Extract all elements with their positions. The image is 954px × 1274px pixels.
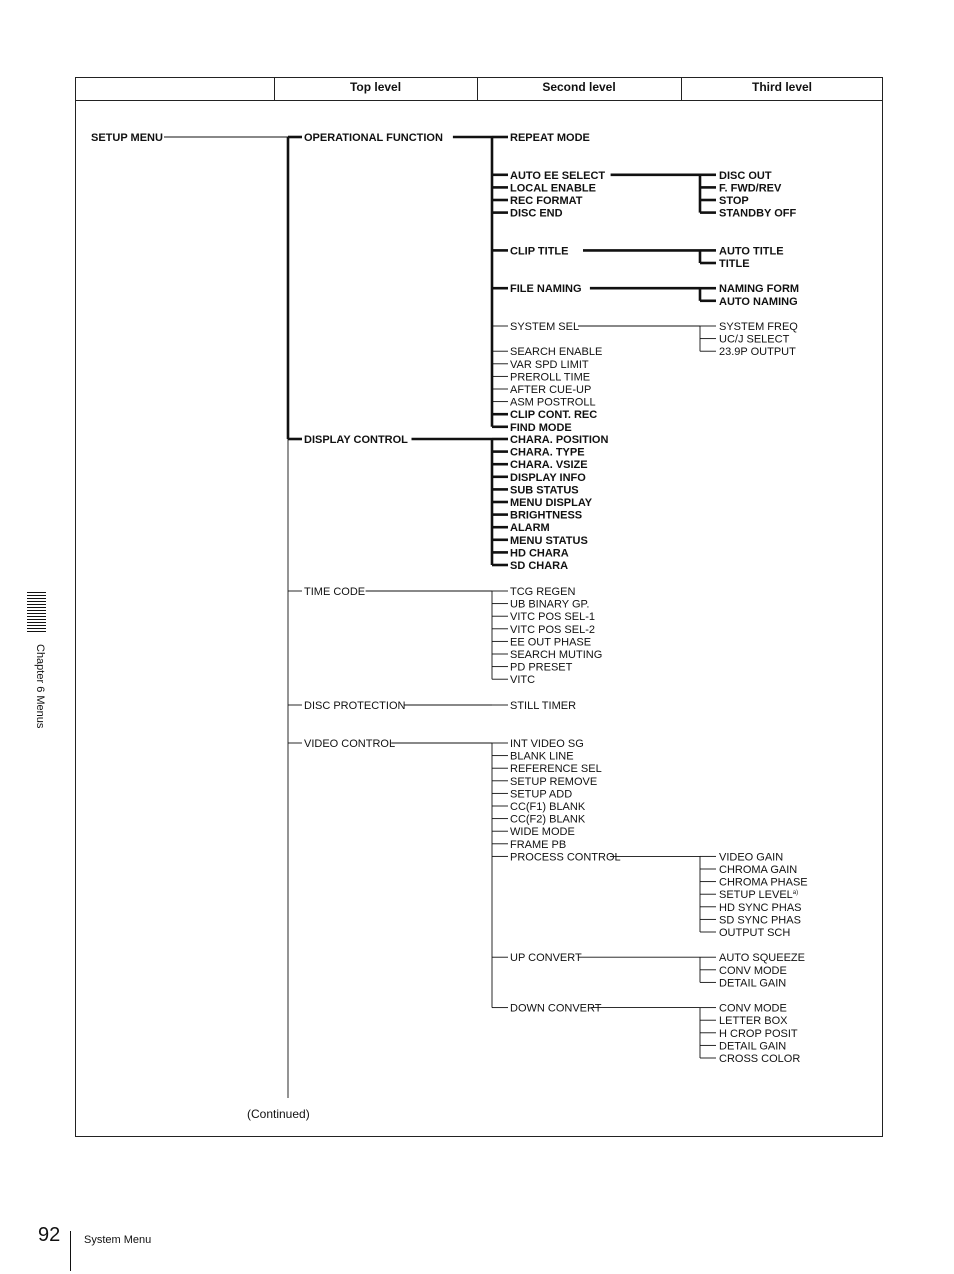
continued-note: (Continued)	[247, 1107, 310, 1121]
second-level-item: PREROLL TIME	[510, 371, 591, 384]
third-level-item: VIDEO GAIN	[719, 851, 784, 864]
third-level-item: AUTO NAMING	[719, 295, 798, 308]
third-level-item: CHROMA GAIN	[719, 864, 798, 876]
second-level-item: PD PRESET	[510, 661, 573, 674]
second-level-item: STILL TIMER	[510, 700, 577, 712]
second-level-item: CC(F1) BLANK	[510, 801, 586, 813]
second-level-item: VAR SPD LIMIT	[510, 358, 589, 371]
second-level-item: FRAME PB	[510, 838, 567, 851]
second-level-item: EE OUT PHASE	[510, 636, 592, 649]
second-level-item: DISPLAY INFO	[510, 471, 586, 484]
second-level-item: REFERENCE SEL	[510, 763, 602, 776]
second-level-item: CLIP CONT. REC	[510, 409, 598, 422]
second-level-item: AUTO EE SELECT	[510, 169, 606, 182]
second-level-item: SEARCH ENABLE	[510, 346, 603, 359]
top-level-item: DISC PROTECTION	[304, 700, 406, 712]
second-level-item: SEARCH MUTING	[510, 649, 603, 661]
second-level-item: LOCAL ENABLE	[510, 182, 596, 195]
header-top-level: Top level	[349, 80, 402, 94]
third-level-item: DETAIL GAIN	[719, 1040, 787, 1053]
third-level-item: F. FWD/REV	[719, 182, 782, 195]
second-level-item: MENU STATUS	[510, 534, 588, 547]
second-level-item: FILE NAMING	[510, 283, 582, 296]
second-level-item: CLIP TITLE	[510, 245, 569, 258]
footer-divider	[70, 1231, 71, 1271]
third-level-item: NAMING FORM	[719, 283, 800, 296]
second-level-item: PROCESS CONTROL	[510, 851, 621, 864]
header-second-level: Second level	[542, 80, 616, 94]
second-level-item: CC(F2) BLANK	[510, 813, 586, 826]
third-level-item: DISC OUT	[719, 169, 772, 182]
second-level-item: WIDE MODE	[510, 826, 575, 839]
third-level-item: CONV MODE	[719, 964, 787, 977]
second-level-item: INT VIDEO SG	[510, 738, 584, 750]
top-level-item: VIDEO CONTROL	[304, 738, 396, 750]
second-level-item: VITC POS SEL-1	[510, 611, 595, 624]
third-level-item: SD SYNC PHAS	[719, 914, 801, 927]
second-level-item: ASM POSTROLL	[510, 396, 596, 409]
third-level-item: DETAIL GAIN	[719, 977, 787, 990]
second-level-item: CHARA. VSIZE	[510, 459, 588, 472]
chapter-tab-marker	[27, 592, 46, 634]
second-level-item: SYSTEM SEL	[510, 321, 580, 333]
second-level-item: SETUP ADD	[510, 788, 573, 801]
third-level-item: HD SYNC PHAS	[719, 901, 802, 914]
footnote-marker: a)	[792, 890, 799, 897]
third-level-item: SYSTEM FREQ	[719, 321, 798, 333]
second-level-item: DISC END	[510, 207, 563, 220]
second-level-item: CHARA. TYPE	[510, 446, 585, 459]
root-menu-label: SETUP MENU	[91, 132, 163, 144]
third-level-item: AUTO SQUEEZE	[719, 952, 805, 965]
second-level-item: HD CHARA	[510, 547, 569, 560]
second-level-item: UP CONVERT	[510, 952, 582, 965]
second-level-item: FIND MODE	[510, 421, 572, 434]
second-level-item: SUB STATUS	[510, 484, 579, 497]
second-level-item: SETUP REMOVE	[510, 775, 598, 788]
third-level-item: STANDBY OFF	[719, 207, 797, 220]
third-level-item: OUTPUT SCH	[719, 927, 791, 939]
second-level-item: CHARA. POSITION	[510, 434, 609, 446]
second-level-item: VITC POS SEL-2	[510, 623, 595, 636]
page-number: 92	[38, 1224, 61, 1246]
second-level-item: BRIGHTNESS	[510, 509, 583, 522]
top-level-item: DISPLAY CONTROL	[304, 434, 408, 446]
chapter-side-label: Chapter 6 Menus	[34, 644, 46, 729]
third-level-item: TITLE	[719, 258, 750, 270]
second-level-item: MENU DISPLAY	[510, 497, 593, 509]
second-level-item: AFTER CUE-UP	[510, 384, 592, 396]
second-level-item: TCG REGEN	[510, 586, 576, 598]
second-level-item: VITC	[510, 674, 536, 687]
second-level-item: BLANK LINE	[510, 750, 574, 763]
third-level-item: CHROMA PHASE	[719, 876, 808, 889]
second-level-item: DOWN CONVERT	[510, 1002, 602, 1015]
third-level-item: H CROP POSIT	[719, 1027, 798, 1040]
third-level-item: SETUP LEVEL$^{a)}$	[719, 889, 799, 902]
third-level-item: 23.9P OUTPUT	[719, 346, 796, 359]
third-level-item: LETTER BOX	[719, 1015, 788, 1028]
second-level-item: SD CHARA	[510, 560, 569, 572]
second-level-item: ALARM	[510, 522, 550, 535]
top-level-item: OPERATIONAL FUNCTION	[304, 132, 443, 144]
third-level-item: UC/J SELECT	[719, 333, 790, 346]
second-level-item: UB BINARY GP.	[510, 598, 590, 611]
header-third-level: Third level	[751, 80, 813, 94]
second-level-item: REPEAT MODE	[510, 132, 590, 144]
third-level-item: CONV MODE	[719, 1002, 787, 1015]
third-level-item: CROSS COLOR	[719, 1053, 801, 1065]
footer-title: System Menu	[84, 1234, 152, 1246]
top-level-item: TIME CODE	[304, 586, 366, 598]
third-level-item: STOP	[719, 195, 749, 207]
second-level-item: REC FORMAT	[510, 195, 583, 207]
third-level-item: AUTO TITLE	[719, 245, 784, 258]
